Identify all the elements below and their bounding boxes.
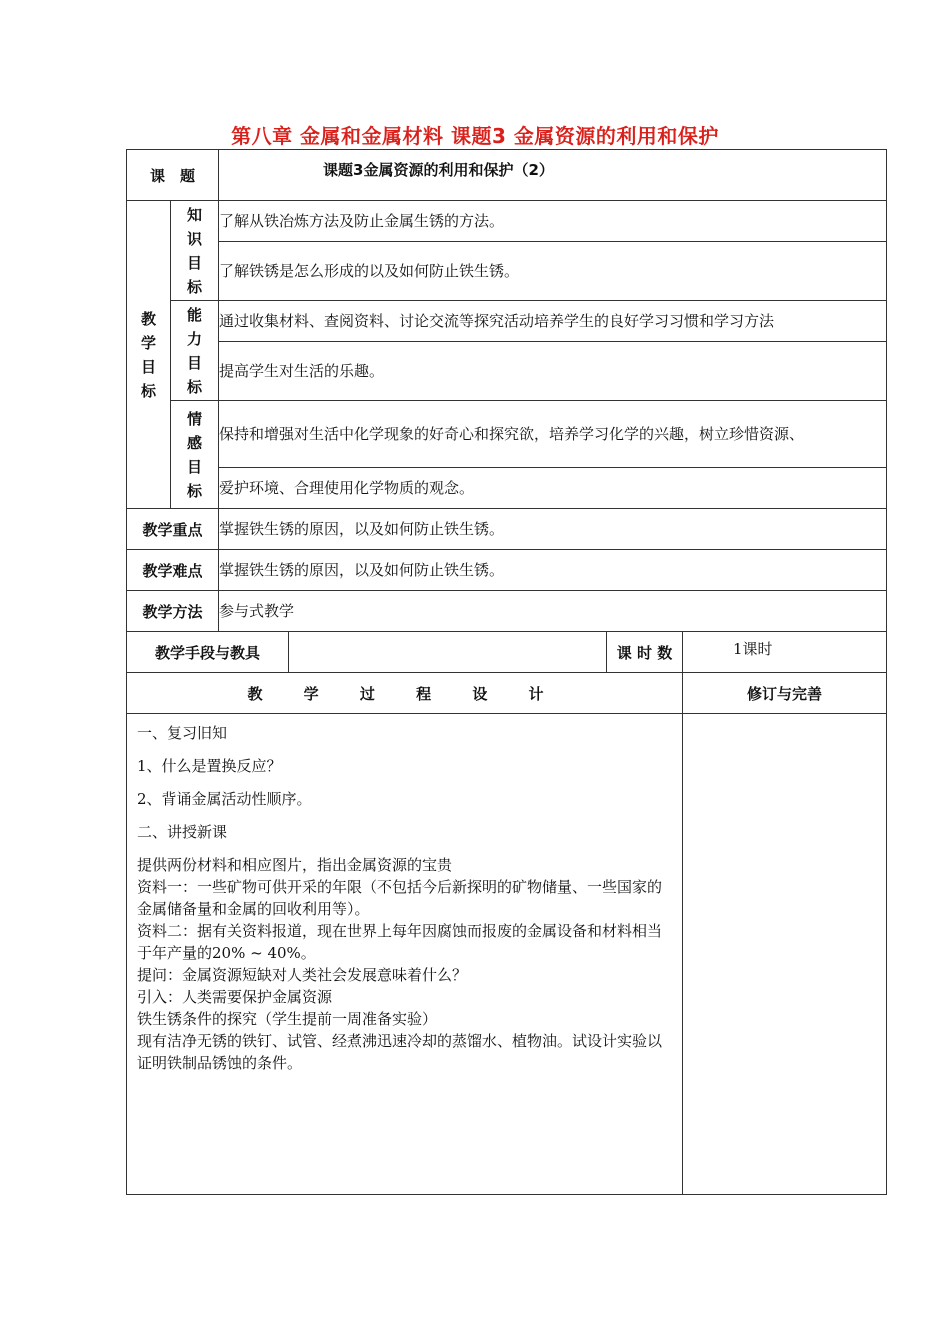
knowledge-goal-label-cell [171, 201, 219, 301]
emotion-goal-label: 情感目标 [187, 409, 203, 500]
ability-goal-1: 通过收集材料、查阅资料、讨论交流等探究活动培养学生的良好学习习惯和学习方法 [219, 301, 887, 342]
knowledge-goal-label: 知识目标 [187, 205, 203, 296]
emotion-goal-1: 保持和增强对生活中化学现象的好奇心和探究欲，培养学习化学的兴趣，树立珍惜资源、 [219, 401, 887, 468]
process-line: 二、讲授新课 [137, 823, 228, 841]
process-header: 教 学 过 程 设 计 [127, 673, 683, 714]
key-point-label: 教学重点 [127, 509, 219, 550]
document-title: 第八章 金属和金属材料 课题3 金属资源的利用和保护 [231, 124, 719, 148]
process-line: 铁生锈条件的探究（学生提前一周准备实验） [137, 1010, 438, 1028]
process-line: 现有洁净无锈的铁钉、试管、经煮沸迅速冷却的蒸馏水、植物油。试设计实验以证明铁制品锈蚀的条件。 [137, 1032, 663, 1072]
process-line: 提供两份材料和相应图片，指出金属资源的宝贵 [137, 856, 453, 874]
difficulty-value: 掌握铁生锈的原因，以及如何防止铁生锈。 [219, 550, 887, 591]
lesson-plan-table [126, 149, 887, 1195]
tools-value [289, 632, 607, 673]
ability-goal-label-cell [171, 301, 219, 401]
knowledge-goal-1: 了解从铁冶炼方法及防止金属生锈的方法。 [219, 201, 887, 242]
process-line: 一、复习旧知 [137, 724, 228, 742]
revise-content [683, 714, 887, 1195]
process-line: 2、背诵金属活动性顺序。 [137, 790, 312, 808]
process-line: 1、什么是置换反应？ [137, 757, 282, 775]
process-line: 资料二：据有关资料报道，现在世界上每年因腐蚀而报废的金属设备和材料相当于年产量的20% ~ 40%。 [137, 922, 663, 962]
hours-label: 课 时 数 [607, 632, 683, 673]
difficulty-label: 教学难点 [127, 550, 219, 591]
process-line: 引入：人类需要保护金属资源 [137, 988, 333, 1006]
goals-label-cell [127, 201, 171, 509]
process-line: 资料一：一些矿物可供开采的年限（不包括今后新探明的矿物储量、一些国家的金属储备量和金属的回收利用等）。 [137, 878, 663, 918]
ability-goal-label: 能力目标 [187, 305, 203, 396]
ability-goal-2: 提高学生对生活的乐趣。 [219, 342, 887, 401]
hours-value: 1课时 [683, 632, 887, 673]
method-label: 教学方法 [127, 591, 219, 632]
knowledge-goal-2: 了解铁锈是怎么形成的以及如何防止铁生锈。 [219, 242, 887, 301]
topic-value: 课题3金属资源的利用和保护（2） [219, 150, 887, 201]
topic-label: 课 题 [127, 150, 219, 201]
key-point-value: 掌握铁生锈的原因，以及如何防止铁生锈。 [219, 509, 887, 550]
process-line: 提问：金属资源短缺对人类社会发展意味着什么？ [137, 966, 468, 984]
method-value: 参与式教学 [219, 591, 887, 632]
emotion-goal-label-cell [171, 401, 219, 509]
revise-header: 修订与完善 [683, 673, 887, 714]
process-content [127, 714, 683, 1195]
tools-label: 教学手段与教具 [127, 632, 289, 673]
goals-label: 教学目标 [141, 309, 157, 400]
emotion-goal-2: 爱护环境、合理使用化学物质的观念。 [219, 468, 887, 509]
